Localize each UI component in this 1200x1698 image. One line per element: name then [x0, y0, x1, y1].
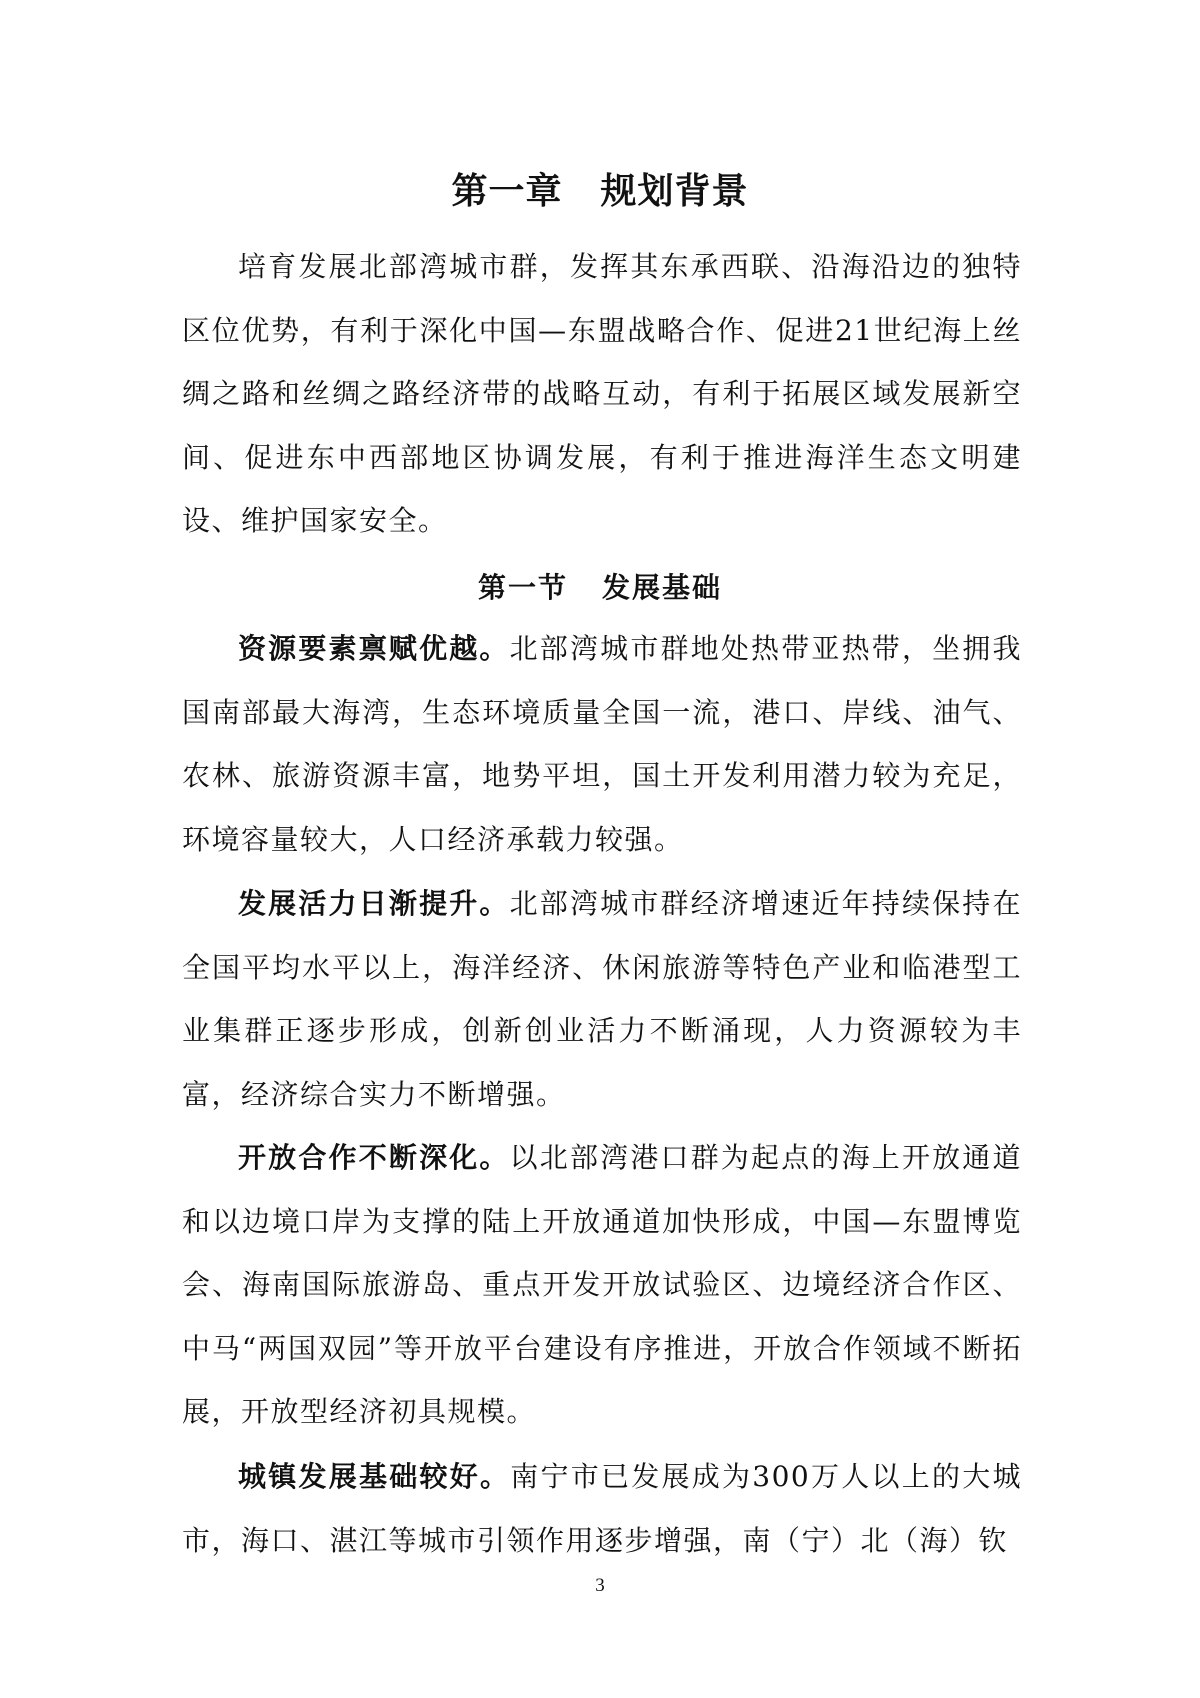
paragraph-text: 北部湾城市群地处热带亚热带，坐拥我国南部最大海湾，生态环境质量全国一流，港口、岸线、油气、农林、旅游资源丰富，地势平坦，国土开发利用潜力较为充足，环境容量较大，人口经济承载力较强。 [182, 632, 1022, 856]
paragraph-lead: 开放合作不断深化。 [238, 1141, 510, 1174]
paragraph-lead: 资源要素禀赋优越。 [238, 632, 510, 665]
section-number: 第一节 [477, 571, 568, 604]
section-title [0, 566, 1200, 610]
chapter-title [0, 166, 1200, 218]
paragraph-lead: 发展活力日渐提升。 [238, 887, 510, 920]
chapter-number: 第一章 [451, 171, 563, 212]
chapter-name: 规划背景 [600, 171, 749, 212]
section-name: 发展基础 [602, 571, 723, 604]
paragraph-text: 以北部湾港口群为起点的海上开放通道和以边境口岸为支撑的陆上开放通道加快形成，中国—东盟博览会、海南国际旅游岛、重点开发开放试验区、边境经济合作区、中马“两国双园”等开放平台建设有序推进，开放合作领域不断拓展，开放型经济初具规模。 [182, 1141, 1022, 1428]
page-number: 3 [595, 1575, 605, 1596]
paragraph-lead: 城镇发展基础较好。 [238, 1460, 511, 1493]
paragraph-openness [182, 1126, 1022, 1444]
paragraph-resources [182, 617, 1022, 871]
paragraph-vitality [182, 872, 1022, 1126]
intro-paragraph: 培育发展北部湾城市群，发挥其东承西联、沿海沿边的独特区位优势，有利于深化中国—东盟战略合作、促进21世纪海上丝绸之路和丝绸之路经济带的战略互动，有利于拓展区域发展新空间、促进东中西部地区协调发展，有利于推进海洋生态文明建设、维护国家安全。 [182, 250, 1022, 537]
paragraph-urban [182, 1445, 1022, 1572]
paragraph-text: 北部湾城市群经济增速近年持续保持在全国平均水平以上，海洋经济、休闲旅游等特色产业和临港型工业集群正逐步形成，创新创业活力不断涌现，人力资源较为丰富，经济综合实力不断增强。 [182, 887, 1022, 1111]
paragraph-text: 南宁市已发展成为300万人以上的大城市，海口、湛江等城市引领作用逐步增强，南（宁）北（海）钦 [182, 1460, 1022, 1557]
